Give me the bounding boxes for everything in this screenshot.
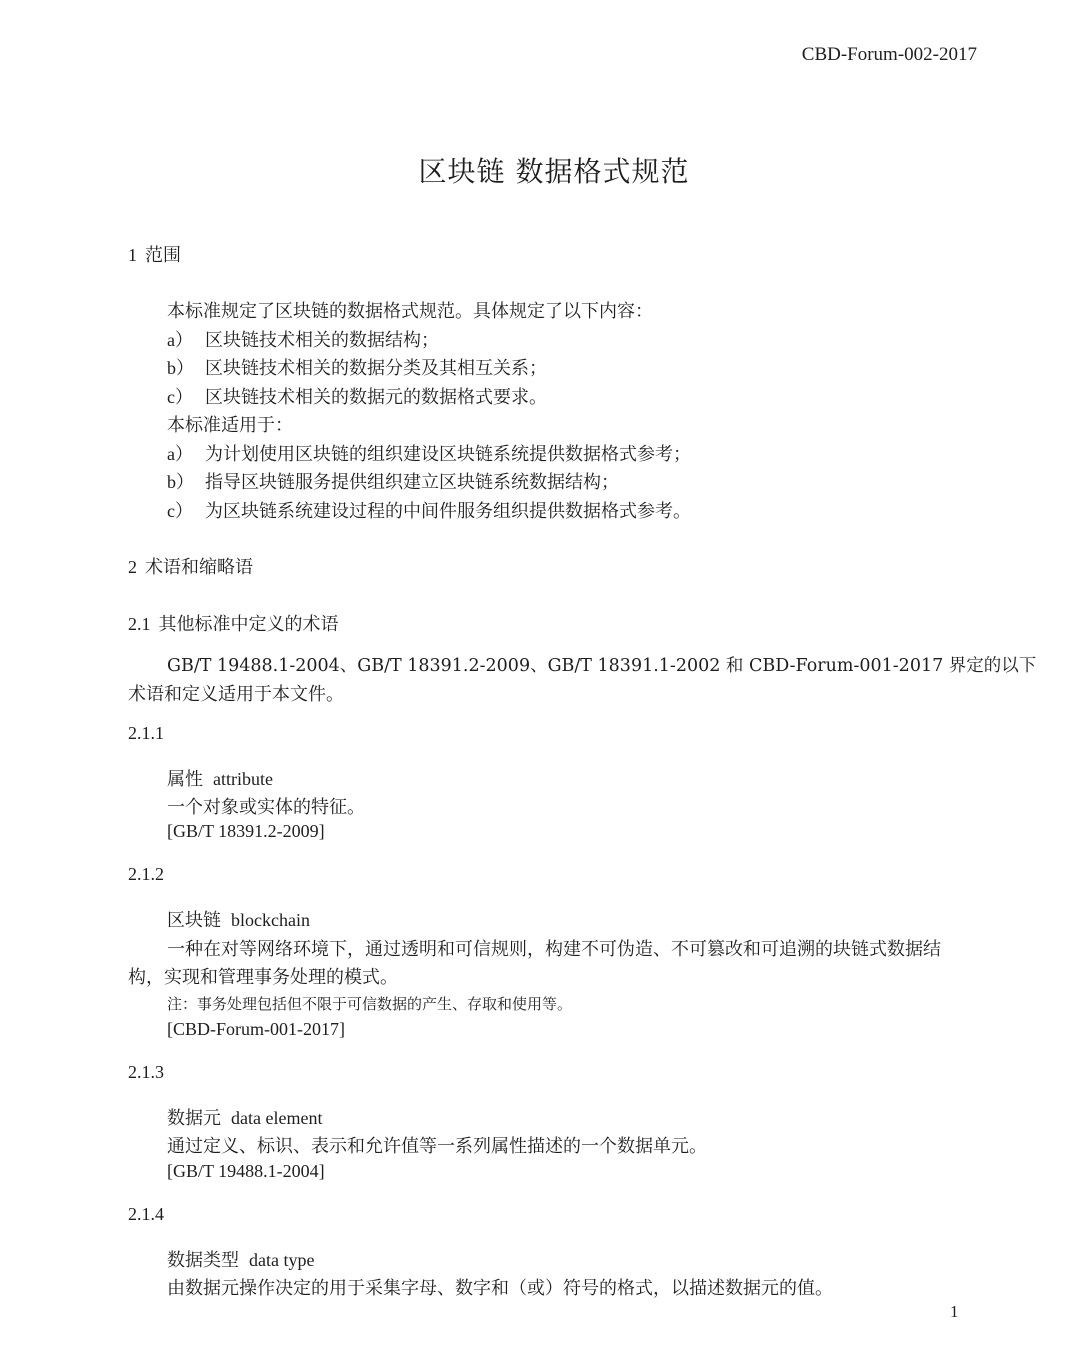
term-definition-line-2: 构，实现和管理事务处理的模式。 [128,967,398,988]
list-label: c） [167,387,193,407]
term-chinese: 数据类型 [167,1250,239,1271]
list-item [167,326,439,352]
term-number: 2.1.4 [128,1204,164,1224]
term-chinese: 区块链 [167,910,221,931]
subsection-2-1-heading [128,610,339,636]
list-item [167,497,691,523]
list-text: 为区块链系统建设过程的中间件服务组织提供数据格式参考。 [205,501,691,522]
term-reference: [CBD-Forum-001-2017] [167,1019,345,1039]
terms-intro-line-1: GB/T 19488.1-2004、GB/T 18391.2-2009、GB/T 18391.1-2002 和 CBD-Forum-001-2017 界定的以下 [167,656,1037,676]
term-definition-line-1: 一种在对等网络环境下，通过透明和可信规则，构建不可伪造、不可篡改和可追溯的块链式数据结 [167,939,941,960]
section-number: 2 [128,557,137,577]
list-label: b） [167,472,194,492]
list-item [167,440,691,466]
list-label: a） [167,444,193,464]
applies-intro: 本标准适用于： [167,415,293,436]
terms-intro-line-2: 术语和定义适用于本文件。 [128,684,344,705]
term-english: data type [249,1250,315,1270]
list-text: 为计划使用区块链的组织建设区块链系统提供数据格式参考； [205,444,691,465]
list-label: a） [167,330,193,350]
subsection-title: 其他标准中定义的术语 [158,614,339,635]
section-2-heading [128,553,253,579]
term-english: blockchain [231,910,310,930]
scope-intro: 本标准规定了区块链的数据格式规范。具体规定了以下内容： [167,301,653,322]
section-title: 术语和缩略语 [145,557,253,578]
list-item [167,468,619,494]
page-title: 区块链 数据格式规范 [418,155,690,188]
term-reference: [GB/T 18391.2-2009] [167,821,325,841]
term-chinese: 属性 [167,769,203,790]
note-label: 注： [167,995,198,1013]
section-title: 范围 [145,245,181,266]
term-heading [167,1104,322,1130]
list-item [167,354,547,380]
page-number: 1 [950,1302,959,1321]
list-text: 指导区块链服务提供组织建立区块链系统数据结构； [205,472,619,493]
list-item [167,383,547,409]
term-chinese: 数据元 [167,1108,221,1129]
list-text: 区块链技术相关的数据分类及其相互关系； [205,358,547,379]
term-definition: 一个对象或实体的特征。 [167,797,365,818]
term-heading [167,765,273,791]
term-reference: [GB/T 19488.1-2004] [167,1161,325,1181]
document-id: CBD-Forum-002-2017 [801,44,977,65]
section-1-heading [128,241,181,267]
term-number: 2.1.2 [128,864,164,884]
term-definition: 由数据元操作决定的用于采集字母、数字和（或）符号的格式，以描述数据元的值。 [167,1278,833,1299]
term-heading [167,1246,314,1272]
list-label: b） [167,358,194,378]
note-text: 事务处理包括但不限于可信数据的产生、存取和使用等。 [197,995,573,1013]
list-label: c） [167,501,193,521]
term-note [167,993,572,1014]
term-english: attribute [213,769,273,789]
term-heading [167,906,310,932]
term-number: 2.1.1 [128,723,164,743]
list-text: 区块链技术相关的数据元的数据格式要求。 [205,387,547,408]
section-number: 1 [128,245,137,265]
term-english: data element [231,1108,323,1128]
subsection-number: 2.1 [128,614,151,634]
list-text: 区块链技术相关的数据结构； [205,330,439,351]
term-definition: 通过定义、标识、表示和允许值等一系列属性描述的一个数据单元。 [167,1136,707,1157]
term-number: 2.1.3 [128,1062,164,1082]
